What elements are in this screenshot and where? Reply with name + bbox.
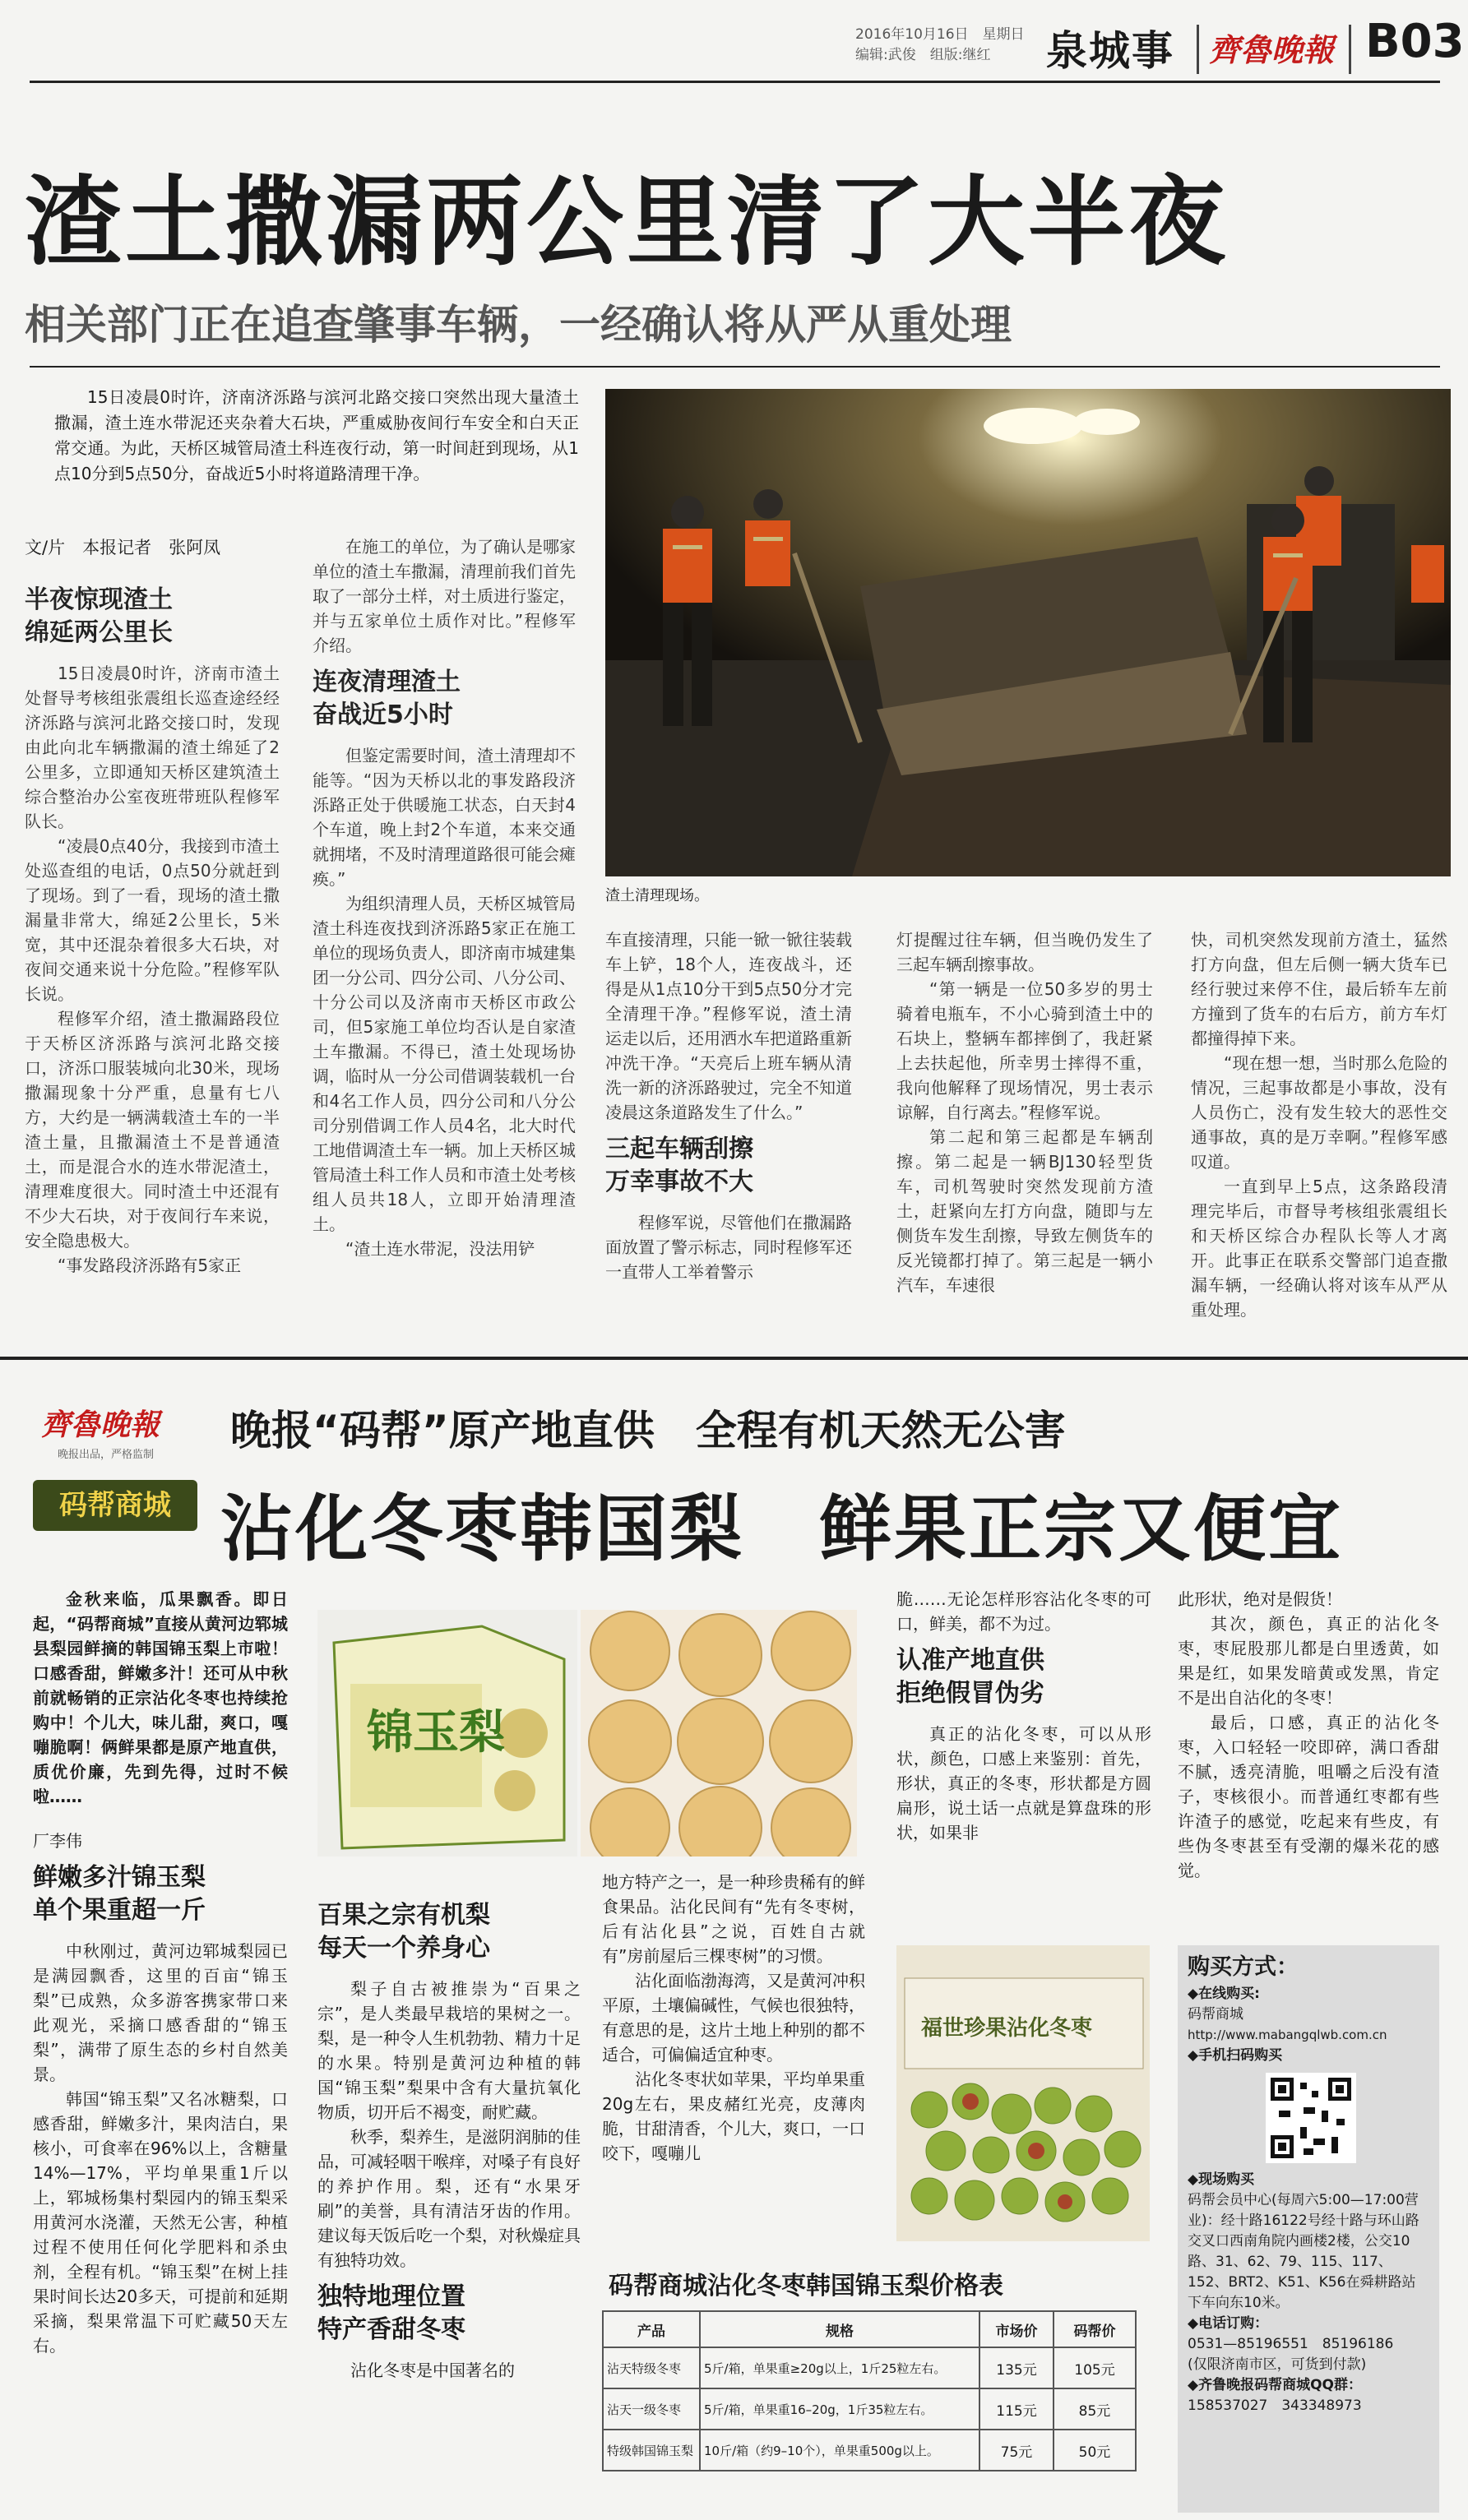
ad-column-2 xyxy=(317,1891,581,2516)
table-header-row xyxy=(603,2311,1136,2347)
issue-date: 2016年10月16日 星期日 xyxy=(855,26,1025,43)
ad-paper-logo: 齊魯晚報 xyxy=(41,1408,160,1442)
table-cell: 沾天特级冬枣 xyxy=(603,2347,700,2388)
paragraph: 韩国“锦玉梨”又名冰糖梨，口感香甜，鲜嫩多汁，果肉洁白，果核小，可食率在96%以上，含糖量14%—17%，平均单果重1斤以上，郓城杨集村梨园内的锦玉梨采用黄河水浇灌，天然无公害，种植过程不使用任何化学肥料和杀虫剂，全程有机。“锦玉梨”在树上挂果时间长达20多天，可提前和延期采摘，梨果常温下可贮藏50天左右。 xyxy=(33,2089,288,2356)
ad-column-4 xyxy=(896,1587,1151,1916)
purchase-line: (仅限济南市区，可货到付款) xyxy=(1188,2356,1367,2373)
subheadline: 相关部门正在追查肇事车辆，一经确认将从严从重处理 xyxy=(25,301,1012,349)
table-cell: 105元 xyxy=(1054,2347,1136,2388)
pears-image xyxy=(581,1610,857,1856)
section-heading: 连夜清理渣土 奋战近5小时 xyxy=(313,668,461,729)
table-cell: 135元 xyxy=(979,2347,1054,2388)
qr-code[interactable] xyxy=(1266,2073,1356,2163)
dates-image xyxy=(896,1945,1150,2241)
article-column-2 xyxy=(313,534,576,1315)
purchase-line: ◆电话订购： xyxy=(1188,2315,1269,2332)
table-header: 码帮价 xyxy=(1054,2311,1136,2347)
ad-column-3 xyxy=(602,1870,865,2256)
paragraph: 真正的沾化冬枣，可以从形状，颜色，口感上来鉴别：首先，形状，真正的冬枣，形状都是方圆扁形，说土话一点就是算盘珠的形状，如果非 xyxy=(896,1724,1151,1843)
paragraph: 其次，颜色，真正的沾化冬枣，枣屁股那儿都是白里透黄，如果是红，如果发暗黄或发黑，肯定不是出自沾化的冬枣！ xyxy=(1178,1614,1439,1708)
ad-byline: 厂李伟 xyxy=(33,1831,82,1851)
mabang-badge: 码帮商城 xyxy=(33,1480,197,1531)
paragraph: 灯提醒过往车辆，但当晚仍发生了三起车辆刮擦事故。 xyxy=(896,930,1153,974)
paragraph: 车直接清理，只能一锨一锨往装载车上铲，18个人，连夜战斗，还得是从1点10分干到5点50分才完全清理干净。”程修军说，渣土清运走以后，还用洒水车把道路重新冲洗干净。“天亮后上班车辆从清洗一新的济泺路驶过，完全不知道凌晨这条道路发生了什么。” xyxy=(605,930,852,1122)
store-address: 码帮会员中心(每周六5:00—17:00营业)：经十路16122号经十路与环山路交叉口西南角院内画楼2楼，公交10路、31、62、79、115、117、152、BRT2、K51、K56在舜耕路站下车向东10米。 xyxy=(1188,2192,1419,2311)
section-heading: 三起车辆刮擦 万幸事故不大 xyxy=(605,1135,753,1196)
paragraph: 地方特产之一，是一种珍贵稀有的鲜食果品。沾化民间有“先有冬枣树，后有沾化县”之说，百姓自古就有”房前屋后三棵枣树”的习惯。 xyxy=(602,1872,865,1966)
paragraph: 15日凌晨0时许，济南市渣土处督导考核组张震组长巡查途经经济泺路与滨河北路交接口时，发现由此向北车辆撒漏的渣土绵延了2公里多，立即通知天桥区建筑渣土综合整治办公室夜班带班队程修军队长。 xyxy=(25,664,280,831)
byline: 文/片 本报记者 张阿凤 xyxy=(25,538,221,557)
purchase-line: 码帮商城 xyxy=(1188,2006,1243,2023)
masthead-divider xyxy=(1349,25,1351,74)
article-column-3 xyxy=(605,927,852,1322)
paragraph: 第二起和第三起都是车辆刮擦。第二起是一辆BJ130轻型货车，司机驾驶时突然发现前方渣土，赶紧向左打方向盘，随即与左侧货车发生刮擦，导致左侧货车的反光镜都打掉了。第三起是一辆小汽车，车速很 xyxy=(896,1127,1153,1295)
paragraph: 中秋刚过，黄河边郓城梨园已是满园飘香，这里的百亩“锦玉梨”已成熟，众多游客携家带口来此观光，采摘口感香甜的“锦玉梨”，满带了原生态的乡村自然美景。 xyxy=(33,1941,288,2084)
ad-main-headline: 沾化冬枣韩国梨 鲜果正宗又便宜 xyxy=(220,1487,1344,1571)
paragraph: 程修军介绍，渣土撒漏路段位于天桥区济泺路与滨河北路交接口，济泺口服装城向北30米，现场撒漏现象十分严重，息量有七八方，大约是一辆满载渣土车的一半渣土量，且撒漏渣土不是普通渣土，而是混合水的连水带泥渣土，清理难度很大。同时渣土中还混有不少大石块，对于夜间行车来说，安全隐患极大。 xyxy=(25,1009,280,1251)
paragraph: 在施工的单位，为了确认是哪家单位的渣土车撒漏，清理前我们首先取了一部分土样，对土质进行鉴定，并与五家单位土质作对比。”程修军介绍。 xyxy=(313,537,576,655)
dates-box-label: 福世珍果沾化冬枣 xyxy=(921,2016,1093,2041)
paragraph: “事发路段济泺路有5家正 xyxy=(58,1255,242,1275)
pears-photo xyxy=(581,1610,857,1856)
ad-column-1 xyxy=(33,1587,288,2516)
section-heading: 认准产地直供 拒绝假冒伪劣 xyxy=(896,1646,1044,1708)
ad-headline: 晚报“码帮”原产地直供 全程有机天然无公害 xyxy=(230,1407,1066,1454)
table-cell: 5斤/箱，单果重≥20g以上，1斤25粒左右。 xyxy=(700,2347,979,2388)
paragraph: 梨子自古被推崇为“百果之宗”，是人类最早栽培的果树之一。梨，是一种令人生机勃勃、精力十足的水果。特别是黄河边种植的韩国“锦玉梨”梨果中含有大量抗氧化物质，切开后不褐变，耐贮藏。 xyxy=(317,1979,581,2122)
paragraph: “第一辆是一位50多岁的男士骑着电瓶车，不小心骑到渣土中的石块上，整辆车都摔倒了，我赶紧上去扶起他，所幸男士摔得不重，我向他解释了现场情况，男士表示谅解，自行离去。”程修军说。 xyxy=(896,979,1153,1122)
headline-rule xyxy=(30,366,1440,368)
paragraph: 金秋来临，瓜果飘香。即日起，“码帮商城”直接从黄河边郓城县梨园鲜摘的韩国锦玉梨上市啦！口感香甜，鲜嫩多汁！还可从中秋前就畅销的正宗沾化冬枣也持续抢购中！个儿大，味儿甜，爽口，嘎嘣脆啊！俩鲜果都是原产地直供，质优价廉，先到先得，过时不候啦…… xyxy=(33,1589,288,1806)
paragraph: 沾化冬枣状如苹果，平均单果重20g左右，果皮赭红光亮，皮薄肉脆，甘甜清香，个儿大，爽口，一口咬下，嘎嘣儿 xyxy=(602,2069,865,2163)
section-heading: 百果之宗有机梨 每天一个养身心 xyxy=(317,1901,490,1963)
paragraph: 沾化面临渤海湾，又是黄河冲积平原，土壤偏碱性，气候也很独特，有意思的是，这片土地上种别的都不适合，可偏偏适宜种枣。 xyxy=(602,1971,865,2065)
table-cell: 特级韩国锦玉梨 xyxy=(603,2430,700,2471)
table-cell: 75元 xyxy=(979,2430,1054,2471)
purchase-line: ◆手机扫码购买 xyxy=(1188,2047,1283,2064)
page-number: B03 xyxy=(1365,15,1465,68)
table-cell: 85元 xyxy=(1054,2388,1136,2430)
section-heading: 独特地理位置 特产香甜冬枣 xyxy=(317,2282,465,2344)
section-heading: 鲜嫩多汁锦玉梨 单个果重超一斤 xyxy=(33,1863,206,1925)
table-cell: 115元 xyxy=(979,2388,1054,2430)
purchase-line: ◆现场购买 xyxy=(1188,2171,1255,2188)
table-row xyxy=(603,2430,1136,2471)
paragraph: “凌晨0点40分，我接到市渣土处巡查组的电话，0点50分就赶到了现场。到了一看，现场的渣土撒漏量非常大，绵延2公里长，5米宽，其中还混杂着很多大石块，对夜间交通来说十分危险。”程修军队长说。 xyxy=(25,836,280,1004)
qr-code-icon xyxy=(1271,2078,1351,2158)
pear-box-photo xyxy=(317,1610,577,1856)
paragraph: 程修军说，尽管他们在撒漏路面放置了警示标志，同时程修军还一直带人工举着警示 xyxy=(605,1213,852,1282)
night-cleanup-photo xyxy=(605,389,1451,876)
paragraph: 但鉴定需要时间，渣土清理却不能等。“因为天桥以北的事发路段济泺路正处于供暖施工状态，白天封4个车道，晚上封2个车道，本来交通就拥堵，不及时清理道路很可能会瘫痪。” xyxy=(313,746,576,889)
paragraph: “现在想一想，当时那么危险的情况，三起事故都是小事故，没有人员伤亡，没有发生较大的恶性交通事故，真的是万幸啊。”程修军感叹道。 xyxy=(1191,1053,1447,1172)
table-cell: 沾天一级冬枣 xyxy=(603,2388,700,2430)
ad-tagline: 晚报出品，严格监制 xyxy=(58,1449,155,1461)
price-table xyxy=(602,2310,1137,2471)
article-lead: 15日凌晨0时许，济南济泺路与滨河北路交接口突然出现大量渣土撒漏，渣土连水带泥还夹杂着大石块，严重威胁夜间行车安全和白天正常交通。为此，天桥区城管局渣土科连夜行动，第一时间赶到现场，从1点10分到5点50分，奋战近5小时将道路清理干净。 xyxy=(54,387,579,483)
store-url-link[interactable]: http://www.mabangqlwb.com.cn xyxy=(1188,2028,1387,2042)
paragraph: “渣土连水带泥，没法用铲 xyxy=(345,1239,535,1259)
table-cell: 5斤/箱，单果重16–20g，1斤35粒左右。 xyxy=(700,2388,979,2430)
dates-box-photo xyxy=(896,1945,1150,2241)
paragraph: 快，司机突然发现前方渣土，猛然打方向盘，但左后侧一辆大货车已经行驶过来停不住，最后轿车左前方撞到了货车的右后方，前方车灯都撞得掉下来。 xyxy=(1191,930,1447,1048)
photo-caption: 渣土清理现场。 xyxy=(605,887,709,904)
table-cell: 50元 xyxy=(1054,2430,1136,2471)
purchase-title: 购买方式： xyxy=(1188,1954,1299,1980)
masthead-rule xyxy=(30,81,1440,83)
paragraph: 一直到早上5点，这条路段清理完毕后，市督导考核组张震组长和天桥区综合办程队长等人才离开。此事正在联系交警部门追查撒漏车辆，一经确认将对该车从严从重处理。 xyxy=(1191,1177,1447,1320)
editor-credit: 编辑:武俊 组版:继红 xyxy=(855,47,991,63)
table-row xyxy=(603,2347,1136,2388)
purchase-line: ◆齐鲁晚报码帮商城QQ群： xyxy=(1188,2377,1362,2393)
paragraph: 此形状，绝对是假货！ xyxy=(1178,1589,1342,1609)
table-header: 规格 xyxy=(700,2311,979,2347)
pear-box-label: 锦玉梨 xyxy=(367,1705,505,1759)
paragraph: 秋季，梨养生，是滋阴润肺的佳品，可减轻咽干喉痒，对嗓子有良好的养护作用。梨，还有“水果牙刷”的美誉，具有清洁牙齿的作用。建议每天饭后吃一个梨，对秋燥症具有独特功效。 xyxy=(317,2127,581,2270)
masthead-divider xyxy=(1197,25,1199,74)
qq-groups: 158537027 343348973 xyxy=(1188,2397,1362,2414)
paragraph: 脆……无论怎样形容沾化冬枣的可口，鲜美，都不为过。 xyxy=(896,1589,1151,1634)
section-name: 泉城事 xyxy=(1046,27,1174,75)
paragraph: 沾化冬枣是中国著名的 xyxy=(350,2360,515,2380)
article-column-4 xyxy=(896,927,1153,1322)
phone-numbers[interactable]: 0531—85196551 85196186 xyxy=(1188,2336,1394,2352)
purchase-line: ◆在线购买: xyxy=(1188,1986,1260,2002)
headline: 渣土撒漏两公里清了大半夜 xyxy=(25,165,1230,279)
table-row xyxy=(603,2388,1136,2430)
paragraph: 最后，口感，真正的沾化冬枣，入口轻轻一咬即碎，满口香甜不腻，透亮清脆，咀嚼之后没有渣子，枣核很小。而普通红枣都有些许渣子的感觉，吃起来有些皮，有些伪冬枣甚至有受潮的爆米花的感觉。 xyxy=(1178,1713,1439,1880)
table-header: 市场价 xyxy=(979,2311,1054,2347)
article-column-1 xyxy=(25,576,280,1315)
masthead-meta xyxy=(855,25,1028,66)
paper-logo: 齊魯晚報 xyxy=(1209,31,1335,68)
purchase-info-box xyxy=(1178,1945,1439,2513)
table-header: 产品 xyxy=(603,2311,700,2347)
ad-column-5 xyxy=(1178,1587,1439,1932)
table-cell: 10斤/箱（约9–10个），单果重500g以上。 xyxy=(700,2430,979,2471)
article-photo xyxy=(605,389,1451,876)
paragraph: 为组织清理人员，天桥区城管局渣土科连夜找到济泺路5家正在施工单位的现场负责人，即济南市城建集团一分公司、四分公司、八分公司、十分公司以及济南市天桥区市政公司，但5家施工单位均否认是自家渣土车撒漏。不得已，渣土处现场协调，临时从一分公司借调装载机一台和4名工作人员，四分公司和八分公司分别借调工作人员4名，北大时代工地借调渣土车一辆。加上天桥区城管局渣土科工作人员和市渣土处考核组人员共18人，立即开始清理渣土。 xyxy=(313,894,576,1234)
price-table-title: 码帮商城沾化冬枣韩国锦玉梨价格表 xyxy=(609,2272,1003,2300)
section-heading: 半夜惊现渣土 绵延两公里长 xyxy=(25,585,173,647)
article-column-5 xyxy=(1191,927,1447,1322)
